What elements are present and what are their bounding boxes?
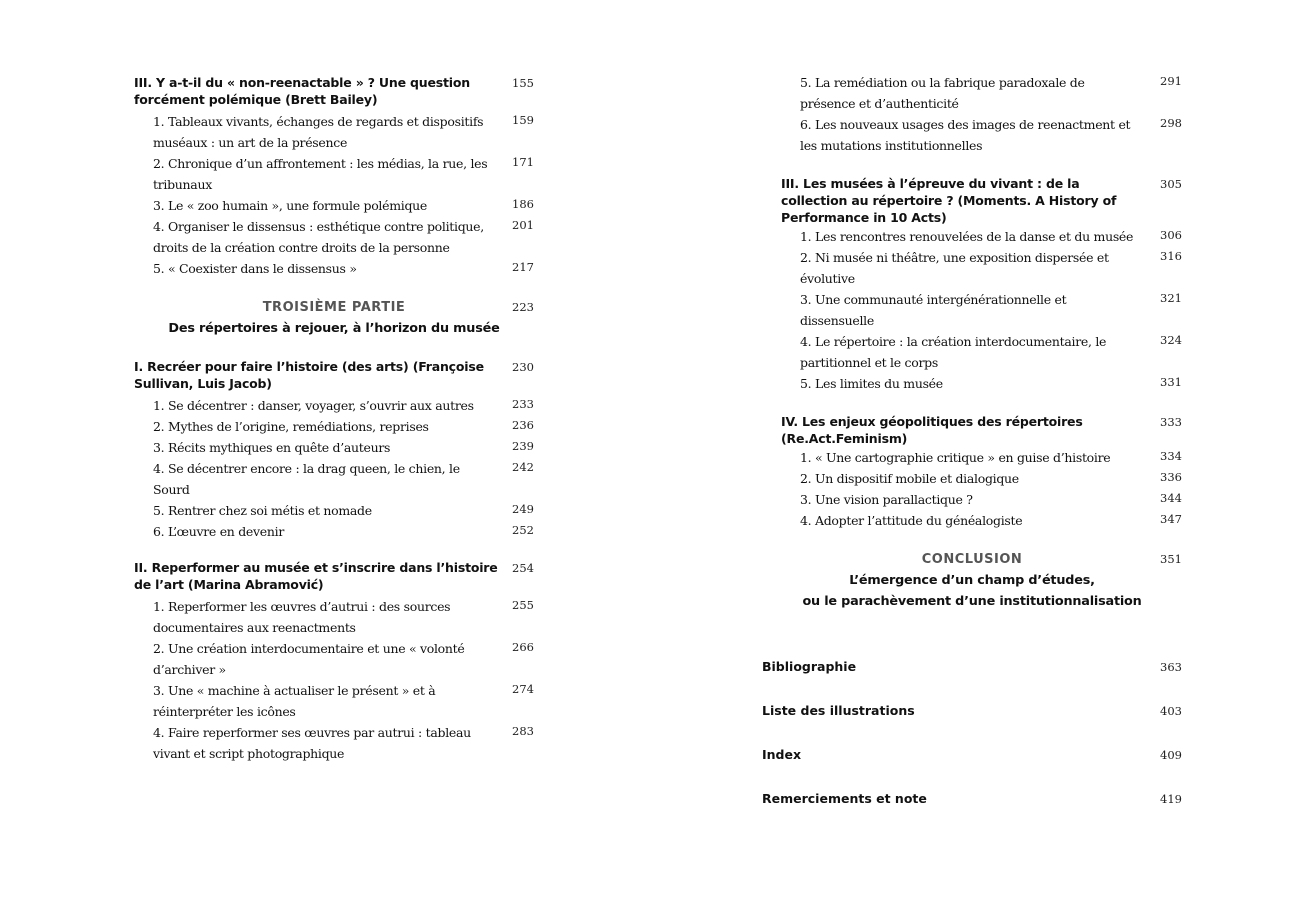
page-number: 334: [1160, 449, 1182, 463]
page-number: 223: [512, 300, 534, 314]
page-number: 291: [1160, 74, 1182, 88]
page-number: 171: [512, 155, 534, 169]
subsection-title: 2. Mythes de l’origine, remédiations, reprises: [153, 419, 429, 434]
toc-right-page: [762, 72, 1182, 834]
subsection-title: 2. Chronique d’un affrontement : les médias, la rue, les tribunaux: [153, 156, 488, 192]
page-number: 351: [1160, 552, 1182, 566]
page-number: 409: [1160, 748, 1182, 762]
page-number: 336: [1160, 470, 1182, 484]
toc-subsection[interactable]: [762, 331, 1182, 373]
part-heading[interactable]: [134, 298, 534, 339]
subsection-title: 4. Le répertoire : la création interdocumentaire, le partitionnel et le corps: [800, 334, 1107, 370]
conclusion-heading[interactable]: [762, 550, 1182, 612]
toc-subsection[interactable]: [134, 195, 534, 216]
back-matter-illustrations[interactable]: [762, 702, 1182, 746]
page-number: 324: [1160, 333, 1182, 347]
subsection-title: 4. Faire reperformer ses œuvres par autrui : tableau vivant et script photographique: [153, 725, 471, 761]
section-title: III. Les musées à l’épreuve du vivant : de la collection au répertoire ? (Moments. A History of Performance in 10 Acts): [781, 176, 1117, 225]
toc-subsection[interactable]: [762, 489, 1182, 510]
page-number: 298: [1160, 116, 1182, 130]
page-number: 347: [1160, 512, 1182, 526]
page-number: 236: [512, 418, 534, 432]
page-number: 305: [1160, 177, 1182, 191]
page-number: 344: [1160, 491, 1182, 505]
page-number: 333: [1160, 415, 1182, 429]
toc-subsection[interactable]: [134, 521, 534, 542]
toc-left-page: [134, 72, 534, 764]
toc-subsection[interactable]: [762, 468, 1182, 489]
page-number: 316: [1160, 249, 1182, 263]
subsection-title: 1. « Une cartographie critique » en guise d’histoire: [800, 450, 1111, 465]
page-number: 331: [1160, 375, 1182, 389]
page-number: 249: [512, 502, 534, 516]
page-number: 255: [512, 598, 534, 612]
subsection-title: 2. Ni musée ni théâtre, une exposition dispersée et évolutive: [800, 250, 1109, 286]
subsection-title: 3. Récits mythiques en quête d’auteurs: [153, 440, 391, 455]
subsection-title: 1. Se décentrer : danser, voyager, s’ouvrir aux autres: [153, 398, 474, 413]
subsection-title: 3. Le « zoo humain », une formule polémique: [153, 198, 428, 213]
subsection-title: 3. Une « machine à actualiser le présent » et à réinterpréter les icônes: [153, 683, 436, 719]
toc-subsection[interactable]: [134, 458, 534, 500]
toc-section[interactable]: [134, 358, 534, 392]
subsection-title: 6. Les nouveaux usages des images de reenactment et les mutations institutionnelles: [800, 117, 1131, 153]
page-number: 266: [512, 640, 534, 654]
page-number: 403: [1160, 704, 1182, 718]
subsection-title: 1. Reperformer les œuvres d’autrui : des sources documentaires aux reenactments: [153, 599, 451, 635]
subsection-title: 5. Rentrer chez soi métis et nomade: [153, 503, 372, 518]
subsection-title: 3. Une communauté intergénérationnelle et dissensuelle: [800, 292, 1067, 328]
conclusion-line-2: ou le parachèvement d’une institutionnalisation: [802, 594, 1142, 609]
toc-section[interactable]: [134, 559, 534, 593]
toc-section[interactable]: [762, 413, 1182, 447]
section-title: I. Recréer pour faire l’histoire (des arts) (Françoise Sullivan, Luis Jacob): [134, 359, 484, 391]
toc-subsection[interactable]: [134, 111, 534, 153]
page-number: 274: [512, 682, 534, 696]
page-number: 321: [1160, 291, 1182, 305]
toc-subsection[interactable]: [134, 216, 534, 258]
back-matter-title: Remerciements et note: [762, 791, 927, 806]
toc-subsection[interactable]: [134, 596, 534, 638]
back-matter-index[interactable]: [762, 746, 1182, 790]
toc-subsection[interactable]: [762, 373, 1182, 394]
page-number: 363: [1160, 660, 1182, 674]
page-number: 252: [512, 523, 534, 537]
toc-subsection[interactable]: [134, 437, 534, 458]
toc-subsection[interactable]: [134, 395, 534, 416]
subsection-title: 1. Les rencontres renouvelées de la danse et du musée: [800, 229, 1134, 244]
page-number: 242: [512, 460, 534, 474]
part-subtitle: Des répertoires à rejouer, à l’horizon du musée: [168, 321, 500, 336]
toc-section[interactable]: [134, 74, 534, 108]
toc-subsection[interactable]: [762, 72, 1182, 114]
toc-subsection[interactable]: [134, 416, 534, 437]
page-number: 419: [1160, 792, 1182, 806]
toc-subsection[interactable]: [134, 153, 534, 195]
subsection-title: 5. La remédiation ou la fabrique paradoxale de présence et d’authenticité: [800, 75, 1085, 111]
page-number: 230: [512, 360, 534, 374]
back-matter-title: Liste des illustrations: [762, 703, 915, 718]
back-matter-acknowledgements[interactable]: [762, 790, 1182, 834]
back-matter-title: Index: [762, 747, 802, 762]
subsection-title: 3. Une vision parallactique ?: [800, 492, 973, 507]
page-number: 306: [1160, 228, 1182, 242]
section-title: IV. Les enjeux géopolitiques des répertoires (Re.Act.Feminism): [781, 414, 1083, 446]
subsection-title: 4. Organiser le dissensus : esthétique contre politique, droits de la création contre droits de la personne: [153, 219, 484, 255]
page-number: 233: [512, 397, 534, 411]
toc-subsection[interactable]: [134, 680, 534, 722]
toc-subsection[interactable]: [762, 247, 1182, 289]
subsection-title: 5. Les limites du musée: [800, 376, 943, 391]
page-number: 186: [512, 197, 534, 211]
subsection-title: 6. L’œuvre en devenir: [153, 524, 284, 539]
subsection-title: 1. Tableaux vivants, échanges de regards et dispositifs muséaux : un art de la présence: [153, 114, 484, 150]
back-matter-title: Bibliographie: [762, 659, 857, 674]
toc-subsection[interactable]: [762, 114, 1182, 156]
conclusion-line-1: L’émergence d’un champ d’études,: [849, 573, 1095, 588]
toc-subsection[interactable]: [762, 289, 1182, 331]
subsection-title: 4. Se décentrer encore : la drag queen, le chien, le Sourd: [153, 461, 460, 497]
subsection-title: 4. Adopter l’attitude du généalogiste: [800, 513, 1023, 528]
back-matter-bibliography[interactable]: [762, 658, 1182, 702]
subsection-title: 2. Une création interdocumentaire et une « volonté d’archiver »: [153, 641, 465, 677]
part-label: TROISIÈME PARTIE: [262, 300, 406, 315]
section-title: III. Y a-t-il du « non-reenactable » ? Une question forcément polémique (Brett Bailey): [134, 75, 470, 107]
page-number: 159: [512, 113, 534, 127]
subsection-title: 5. « Coexister dans le dissensus »: [153, 261, 357, 276]
page-number: 155: [512, 76, 534, 90]
page-number: 201: [512, 218, 534, 232]
toc-subsection[interactable]: [134, 258, 534, 279]
page-number: 283: [512, 724, 534, 738]
toc-subsection[interactable]: [134, 500, 534, 521]
section-title: II. Reperformer au musée et s’inscrire dans l’histoire de l’art (Marina Abramović): [134, 560, 498, 592]
toc-subsection[interactable]: [762, 510, 1182, 531]
toc-subsection[interactable]: [134, 638, 534, 680]
page-number: 239: [512, 439, 534, 453]
subsection-title: 2. Un dispositif mobile et dialogique: [800, 471, 1019, 486]
page-number: 254: [512, 561, 534, 575]
toc-section[interactable]: [762, 175, 1182, 226]
toc-subsection[interactable]: [762, 447, 1182, 468]
toc-subsection[interactable]: [134, 722, 534, 764]
page-number: 217: [512, 260, 534, 274]
conclusion-label: CONCLUSION: [921, 552, 1023, 567]
toc-subsection[interactable]: [762, 226, 1182, 247]
